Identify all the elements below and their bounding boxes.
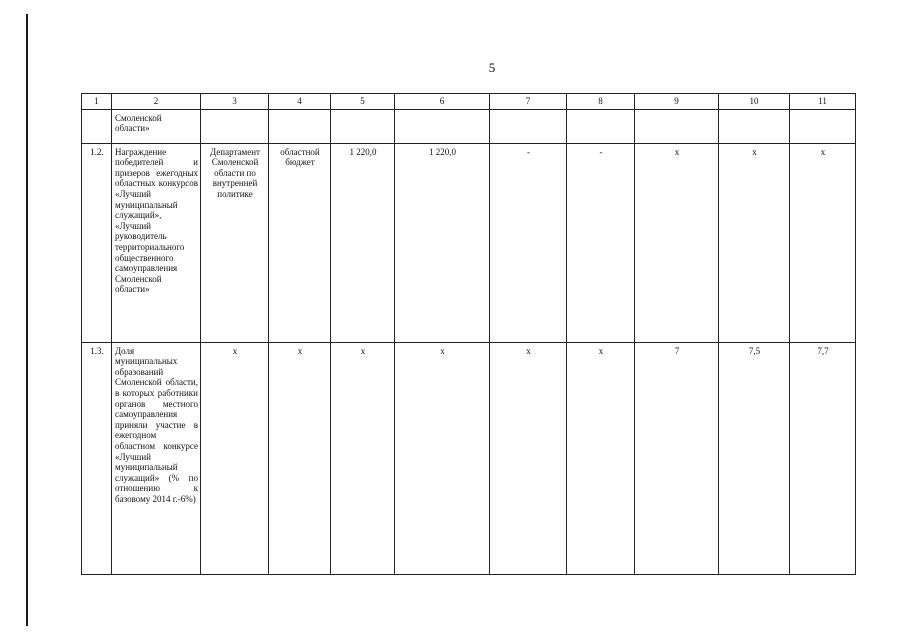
measure-name: Награждение победителей и призеров ежегодных областных конкурсов «Лучший муниципальный служащий», «Лучший руководитель территориального общественного самоуправления Смоленской области» xyxy=(112,143,201,342)
table-cell: х xyxy=(395,342,490,574)
table-cell xyxy=(790,109,856,143)
column-header: 10 xyxy=(719,94,790,110)
column-header: 8 xyxy=(567,94,635,110)
table-cell xyxy=(82,109,112,143)
table-cell: х xyxy=(201,342,269,574)
table-cell: х xyxy=(490,342,567,574)
executor: Департамент Смоленской области по внутренней политике xyxy=(201,143,269,342)
table-cell: Смоленской области» xyxy=(112,109,201,143)
table-row xyxy=(82,109,856,143)
table-cell xyxy=(719,109,790,143)
table-cell: 7 xyxy=(635,342,719,574)
margin-line xyxy=(26,14,28,626)
column-header: 7 xyxy=(490,94,567,110)
table-cell: - xyxy=(490,143,567,342)
table-cell: х xyxy=(719,143,790,342)
table-row xyxy=(82,342,856,574)
column-header: 1 xyxy=(82,94,112,110)
row-number: 1.2. xyxy=(82,143,112,342)
page-number: 5 xyxy=(488,60,496,75)
table-cell xyxy=(331,109,395,143)
column-header: 5 xyxy=(331,94,395,110)
table-cell: 7,5 xyxy=(719,342,790,574)
table-cell xyxy=(395,109,490,143)
table-cell: 7,7 xyxy=(790,342,856,574)
budget-table xyxy=(81,93,856,575)
table-cell: 1 220,0 xyxy=(331,143,395,342)
indicator-name: Доля муниципальных образований Смоленской области, в которых работники органов местного самоуправления приняли участие в ежегодном областном конкурсе «Лучший муниципальный служащий» (% по отношению к базовому 2014 г.-6%) xyxy=(112,342,201,574)
column-header: 2 xyxy=(112,94,201,110)
column-header: 4 xyxy=(269,94,331,110)
column-header: 9 xyxy=(635,94,719,110)
column-header: 3 xyxy=(201,94,269,110)
column-header: 6 xyxy=(395,94,490,110)
table-cell: 1 220,0 xyxy=(395,143,490,342)
column-header: 11 xyxy=(790,94,856,110)
table-cell xyxy=(567,109,635,143)
table-cell: - xyxy=(567,143,635,342)
table-cell xyxy=(635,109,719,143)
table-cell xyxy=(269,109,331,143)
funding-source: областной бюджет xyxy=(269,143,331,342)
row-number: 1.3. xyxy=(82,342,112,574)
table-cell xyxy=(201,109,269,143)
table-cell: х xyxy=(331,342,395,574)
table-row xyxy=(82,143,856,342)
table-cell xyxy=(490,109,567,143)
table-cell: х xyxy=(567,342,635,574)
table-cell: х xyxy=(635,143,719,342)
table-cell: х xyxy=(790,143,856,342)
header-row xyxy=(82,94,856,110)
table-cell: х xyxy=(269,342,331,574)
